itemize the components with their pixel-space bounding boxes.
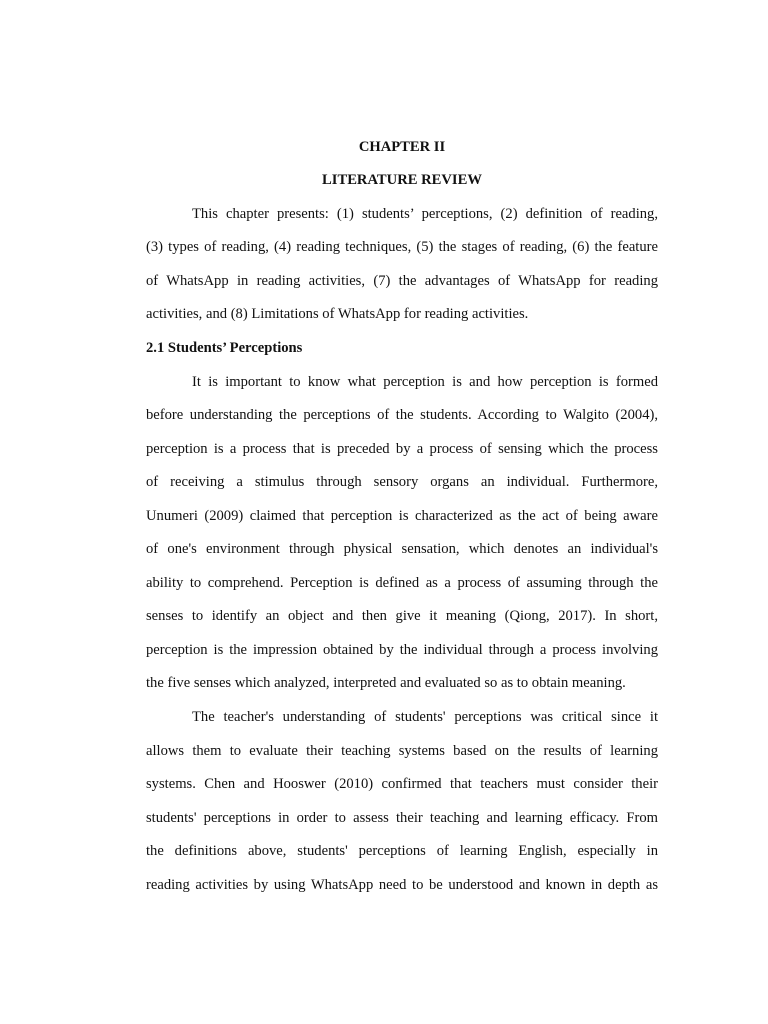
paragraph-line: ability to comprehend. Perception is defined as a process of assuming through the xyxy=(146,575,658,591)
paragraph-line: allows them to evaluate their teaching systems based on the results of learning xyxy=(146,743,658,759)
paragraph-line: of one's environment through physical sensation, which denotes an individual's xyxy=(146,541,658,557)
section-heading: 2.1 Students’ Perceptions xyxy=(146,340,303,356)
paragraph-line: the definitions above, students' perceptions of learning English, especially in xyxy=(146,843,658,859)
paragraph-line: students' perceptions in order to assess their teaching and learning efficacy. From xyxy=(146,810,658,826)
paragraph-line: perception is the impression obtained by the individual through a process involving xyxy=(146,642,658,658)
paragraph-line: Unumeri (2009) claimed that perception is characterized as the act of being aware xyxy=(146,508,658,524)
chapter-title: CHAPTER II xyxy=(358,139,446,155)
paragraph-line: perception is a process that is preceded by a process of sensing which the process xyxy=(146,441,658,457)
paragraph-line: before understanding the perceptions of the students. According to Walgito (2004), xyxy=(146,407,658,423)
chapter-subtitle: LITERATURE REVIEW xyxy=(322,172,482,188)
paragraph-line: It is important to know what perception is and how perception is formed xyxy=(192,374,658,390)
paragraph-line: systems. Chen and Hooswer (2010) confirmed that teachers must consider their xyxy=(146,776,658,792)
paragraph-line: of receiving a stimulus through sensory organs an individual. Furthermore, xyxy=(146,474,658,490)
paragraph-line: senses to identify an object and then give it meaning (Qiong, 2017). In short, xyxy=(146,608,658,624)
intro-line: activities, and (8) Limitations of WhatsApp for reading activities. xyxy=(146,306,529,322)
paragraph-line: reading activities by using WhatsApp need to be understood and known in depth as xyxy=(146,877,658,893)
intro-line: This chapter presents: (1) students’ perceptions, (2) definition of reading, xyxy=(192,206,658,222)
paragraph-line: the five senses which analyzed, interpreted and evaluated so as to obtain meaning. xyxy=(146,675,626,691)
intro-line: of WhatsApp in reading activities, (7) the advantages of WhatsApp for reading xyxy=(146,273,658,289)
paragraph-line: The teacher's understanding of students' perceptions was critical since it xyxy=(192,709,658,725)
intro-line: (3) types of reading, (4) reading techniques, (5) the stages of reading, (6) the feature xyxy=(146,239,658,255)
